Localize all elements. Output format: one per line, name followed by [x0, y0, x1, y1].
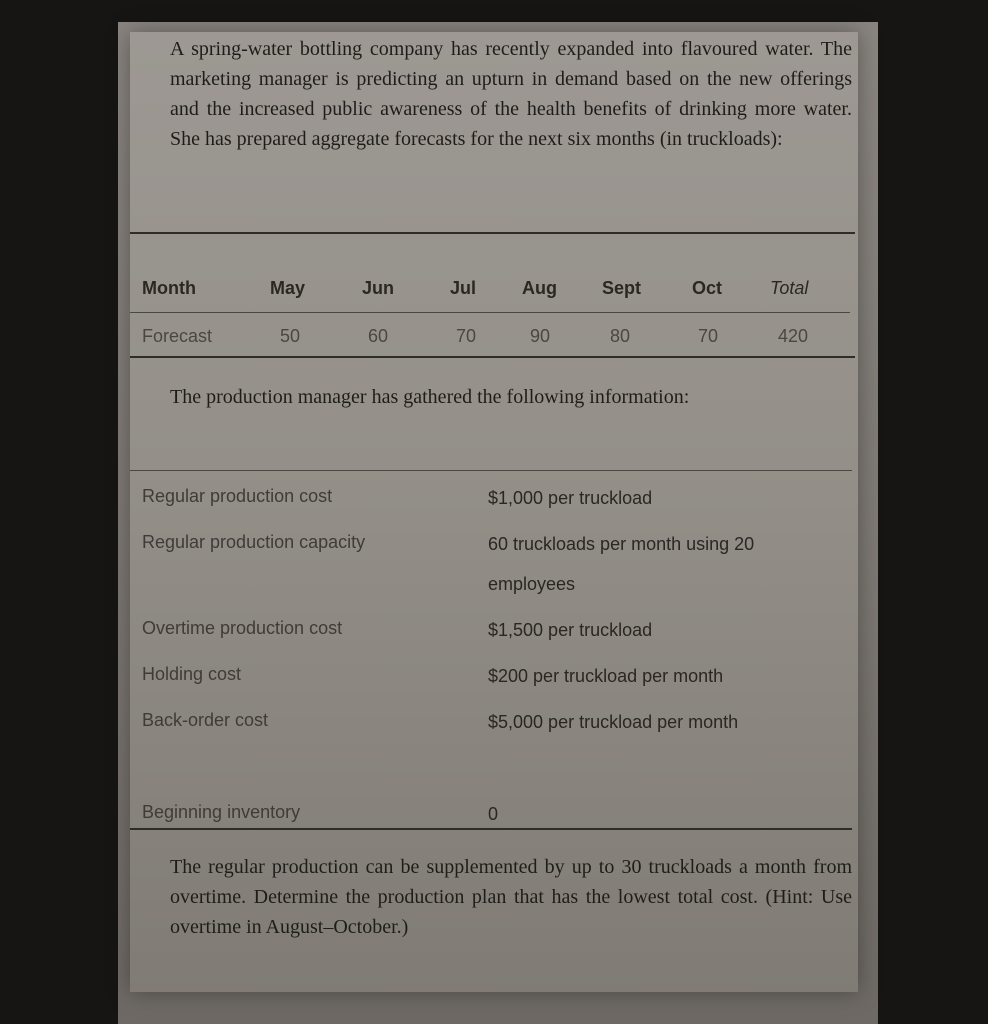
forecast-sept: 80 — [610, 326, 631, 346]
info-value: $5,000 per truckload per month — [488, 712, 739, 732]
info-value: 60 truckloads per month using 20 employees — [488, 534, 755, 594]
production-intro: The production manager has gathered the following information: — [170, 386, 690, 408]
table-mid-rule — [130, 312, 850, 313]
forecast-aug: 90 — [530, 326, 551, 346]
info-value: $1,000 per truckload — [488, 488, 653, 508]
info-value: $1,500 per truckload — [488, 620, 653, 640]
header-total: Total — [770, 278, 809, 298]
header-jul: Jul — [450, 278, 477, 298]
forecast-total: 420 — [778, 326, 809, 346]
header-sept: Sept — [602, 278, 642, 298]
info-label: Back-order cost — [142, 710, 269, 730]
info-label: Regular production capacity — [142, 532, 366, 552]
info-value: $200 per truckload per month — [488, 666, 724, 686]
forecast-header-row — [130, 270, 850, 310]
forecast-jul: 70 — [456, 326, 477, 346]
forecast-jun: 60 — [368, 326, 389, 346]
header-aug: Aug — [522, 278, 557, 298]
header-jun: Jun — [362, 278, 395, 298]
header-oct: Oct — [692, 278, 723, 298]
info-label: Beginning inventory — [142, 802, 301, 822]
row-label-forecast: Forecast — [142, 326, 213, 346]
info-bottom-rule — [130, 828, 852, 830]
info-value: 0 — [488, 804, 499, 824]
header-month: Month — [142, 278, 196, 298]
forecast-value-row — [130, 318, 850, 358]
header-may: May — [270, 278, 306, 298]
table-bottom-rule — [130, 356, 855, 358]
forecast-may: 50 — [280, 326, 301, 346]
forecast-oct: 70 — [698, 326, 719, 346]
info-label: Regular production cost — [142, 486, 333, 506]
problem-closing: The regular production can be supplemented by up to 30 truckloads a month from overtime. Determine the production plan that has the lowest total cost. (Hint: Use overtime in August–October.) — [170, 856, 852, 938]
info-top-rule — [130, 470, 852, 471]
table-top-rule — [130, 232, 855, 234]
info-label: Overtime production cost — [142, 618, 343, 638]
info-label: Holding cost — [142, 664, 242, 684]
problem-intro: A spring-water bottling company has recently expanded into flavoured water. The marketing manager is predicting an upturn in demand based on the new offerings and the increased public awareness of the health benefits of drinking more water. She has prepared aggregate forecasts for the next six months (in truckloads): — [170, 38, 852, 150]
